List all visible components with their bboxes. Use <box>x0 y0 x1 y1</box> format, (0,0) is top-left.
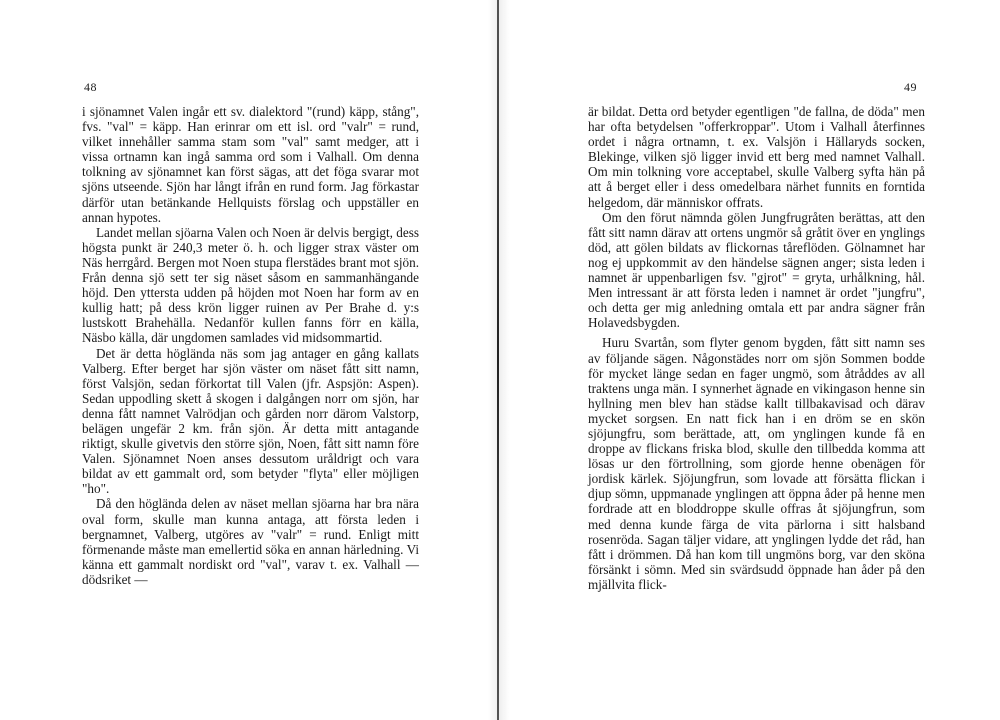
right-paragraph-1: är bildat. Detta ord betyder egentligen "de fallna, de döda" men har ofta betydelsen "offerkroppar". Utom i Valhall återfinnes ordet i några ortnamn, t. ex. Valsjön i Hällaryds socken, Blekinge, vilken sjö ligger invid ett berg med namnet Valhall. Om min tolkning vore acceptabel, skulle Valberg syfta hän på att å berget eller i dess omedelbara närhet funnits en forntida helgedom, där människor offrats. <box>588 104 925 210</box>
right-page-text <box>588 104 925 592</box>
left-page-text <box>82 104 419 587</box>
right-paragraph-3: Huru Svartån, som flyter genom bygden, fått sitt namn ses av följande sägen. Någonstädes norr om sjön Sommen bodde för mycket länge sedan en fager ungmö, som åtråddes av all traktens unga män. I synnerhet ägnade en vikingason henne sin hyllning men blev han städse kallt tillbakavisad och därav mycket sorgsen. En natt fick han i en dröm se en skön sjöjungfru, som berättade, att, om ynglingen kunde få en droppe av flickans friska blod, skulle den tillbedda komma att lösas ur den förtrollning, som gjorde henne obenägen för jordisk kärlek. Sjöjungfrun, som lovade att försätta flickan i djup sömn, uppmanade ynglingen att öppna åder på henne men fordrade att en bloddroppe skulle offras åt sjöjungfrun, som med denna kunde färga de vita pärlorna i sitt halsband rosenröda. Sagan täljer vidare, att ynglingen lydde det råd, han fått i drömmen. Då han kom till ungmöns borg, var den sköna försänkt i sömn. Med sin svärdsudd öppnade han åder på den mjällvita flick- <box>588 335 925 592</box>
left-paragraph-2: Landet mellan sjöarna Valen och Noen är delvis bergigt, dess högsta punkt är 240,3 meter ö. h. och ligger strax väster om Näs herrgård. Bergen mot Noen stupa flerstädes brant mot sjön. Från denna sjö sett ter sig näset såsom en sammanhängande höjd. Den yttersta udden på höjden mot Noen har form av en kullig hatt; på dess krön ligger ruinen av Per Brahe d. y:s lustskott Brahehälla. Nedanför kullen fanns förr en källa, Näsbo källa, där ungdomen samlades vid midsommartid. <box>82 224 419 346</box>
gutter-shadow <box>488 0 510 720</box>
book-gutter <box>497 0 499 720</box>
left-paragraph-4: Då den höglända delen av näset mellan sjöarna har bra nära oval form, skulle man kunna antaga, att första leden i bergnamnet, Valberg, utgöres av "valr" = rund. Enligt mitt förmenande måste man emellertid söka en annan härledning. Vi känna ett gammalt nordiskt ord "val", varav t. ex. Valhall — dödsriket — <box>82 496 419 587</box>
left-page-number: 48 <box>84 80 97 94</box>
right-paragraph-2: Om den förut nämnda gölen Jungfrugråten berättas, att den fått sitt namn därav att ortens ungmör så gråtit över en ynglings död, att gölen bildats av flickornas tåreflöden. Gölnamnet har nog ej uppkommit av den händelse sägnen anger; sista leden i namnet är uppenbarligen fsv. "gjrot" = gryta, urhålkning, hål. Men intressant är att första leden i namnet är ordet "jungfru", och detta ger mig anledning omtala ett par andra sägner från Holavedsbygden. <box>588 209 925 331</box>
left-paragraph-3: Det är detta höglända näs som jag antager en gång kallats Valberg. Efter berget har sjön väster om näset fått sitt namn, först Valsjön, sedan förkortat till Valen (jfr. Aspsjön: Aspen). Sedan uppodling skett å skogen i dalgången norr om sjön, har denna fått namnet Valrödjan och gården norr därom Valstorp, belägen ungefär 2 km. från sjön. Är detta mitt antagande riktigt, skulle givetvis den större sjön, Noen, fått sitt namn före Valen. Sjönamnet Noen anses dessutom uråldrigt och vara bildat av ett gammalt ord, som betyder "flyta" eller möjligen "ho". <box>82 345 419 497</box>
left-paragraph-1: i sjönamnet Valen ingår ett sv. dialektord "(rund) käpp, stång", fvs. "val" = käpp. Han erinrar om ett isl. ord "valr" = rund, vilket innehåller samma stam som "val" samt medger, att i vissa ortnamn kan ingå samma ord som i Valhall. Om denna tolkning av sjönamnet kan först sägas, att det föga svarar mot sjöns utseende. Sjön har långt ifrån en rund form. Jag förkastar därför utan betänkande Hellquists förslag och uppställer en annan hypotes. <box>82 104 419 225</box>
right-page-number: 49 <box>904 80 917 94</box>
